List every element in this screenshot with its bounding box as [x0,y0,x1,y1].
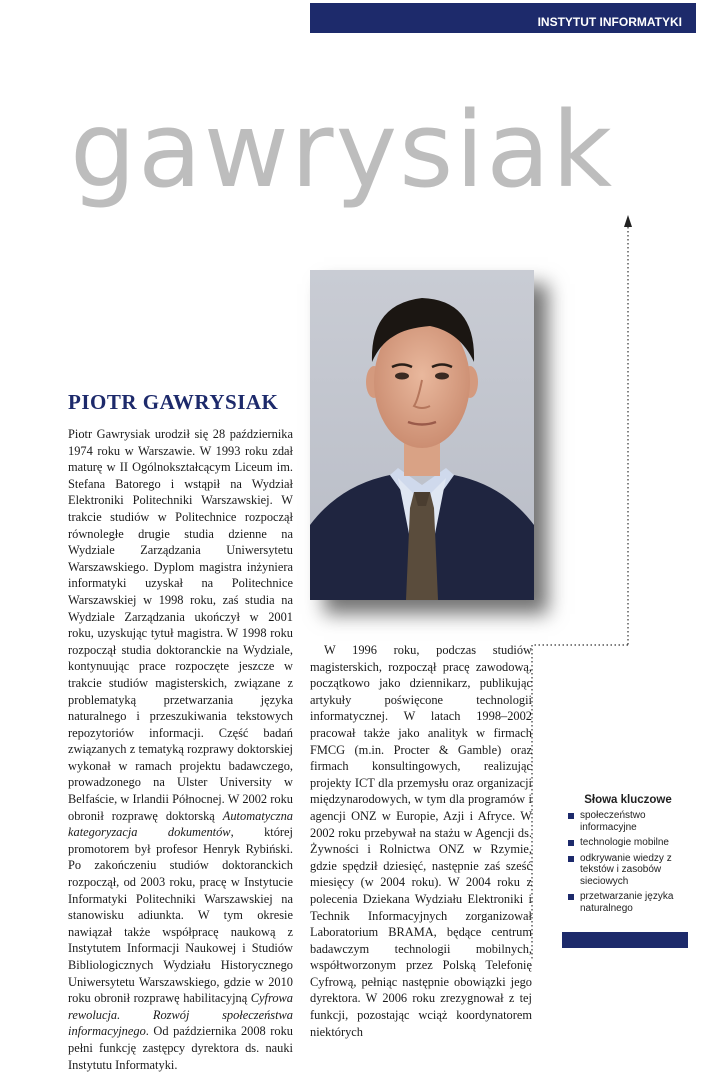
bio-text: Piotr Gawrysiak urodził się 28 października 1974 roku w Warszawie. W 1993 roku zdał maturę w II Ogólnokształcącym Liceum im. Stefana Batorego i wstąpił na Wydział Elektroniki Politechniki Warszawskiej. W trakcie studiów w Politechnice rozpoczął równoległe drugie studia dzienne na Wydziale Zarządzania Uniwersytetu Warszawskiego. Dyplom magistra inżyniera informatyki uzyskał na Politechnice Warszawskiej w 1998 roku, zaś studia na Wydziale Zarządzania ukończył w 2001 roku, uzyskując tytuł magistra. W 1998 roku rozpoczął studia doktoranckie na Wydziale, kontynuując prace rozpoczęte jeszcze w trakcie studiów magisterskich, związane z problematyką przetwarzania języka naturalnego i przeszukiwania tekstowych repozytoriów informacji. Część badań związanych z tematyką rozprawy doktorskiej wykonał w ramach projektu badawczego, prowadzonego na Ulster University w Belfaście, w Irlandii Północnej. W 2002 roku obronił rozprawę doktorską [68,427,293,823]
doctoral-thesis-title: Automatyczna kategoryzacja dokumentów [68,808,293,840]
surname-display: gawrysiak [70,89,615,211]
keywords-box [566,794,690,918]
keyword-item: odkrywanie wiedzy z tekstów i zasobów sieciowych [566,853,690,888]
bio-text: . Od października 2008 roku pełni funkcję zastępcy dyrektora ds. nauki Instytutu Informatyki. [68,1024,293,1072]
habilitation-thesis-title: Cyfrowa rewolucja. Rozwój społeczeństwa informacyjnego [68,991,293,1039]
biography-column-1 [68,426,293,1073]
keywords-list [566,810,690,914]
header-label: INSTYTUT INFORMATYKI [537,15,682,29]
keyword-item: technologie mobilne [566,837,690,849]
keyword-item: społeczeństwo informacyjne [566,810,690,833]
biography-paragraph [68,426,293,1073]
person-name: PIOTR GAWRYSIAK [68,390,279,414]
portrait-photo [310,270,534,600]
header-bar [310,3,696,33]
keywords-bottom-bar [562,932,688,948]
biography-paragraph-2: W 1996 roku, podczas studiów magisterskich, rozpoczął pracę zawodową, początkowo jako dziennikarz, publikując artykuły poświęcone technologii informatycznej. W latach 1998–2002 pracował także jako analityk w firmach FMCG (m.in. Procter & Gamble) oraz firmach konsultingowych, realizując projekty ICT dla przemysłu oraz organizacji międzynarodowych, w tym dla programów i agencji ONZ w Europie, Azji i Afryce. W 2002 roku przebywał na stażu w Agencji ds. Żywności i Rolnictwa ONZ w Rzymie, gdzie spędził dziesięć, następnie zaś sześć miesięcy (w 2004 roku). W 2004 roku z polecenia Dziekana Wydziału Elektroniki i Technik Informacyjnych zorganizował Laboratorium BRAMA, będące centrum badawczym technologii mobilnych, współtworzonym przez Polską Telefonię Cyfrową, pełniąc następnie obowiązki jego dyrektora. W 2006 roku zrezygnował z tej funkcji, pozostając wciąż koordynatorem niektórych [310,643,532,1039]
keyword-item: przetwarzanie języka naturalnego [566,891,690,914]
keywords-title: Słowa kluczowe [584,794,672,806]
bio-text: , której promotorem był profesor Henryk Rybiński. Po zakończeniu studiów doktoranckich rozpoczął, od 2003 roku, pracę w Instytucie Informatyki Politechniki Warszawskiej na stanowisku adiunkta. W tym okresie nawiązał także współpracę naukową z Instytutem Informacji Naukowej i Studiów Bibliologicznych Wydziału Historycznego Uniwersytetu Warszawskiego, gdzie w 2010 roku obronił rozprawę habilitacyjną [68,825,293,1006]
biography-column-2 [310,642,532,1040]
